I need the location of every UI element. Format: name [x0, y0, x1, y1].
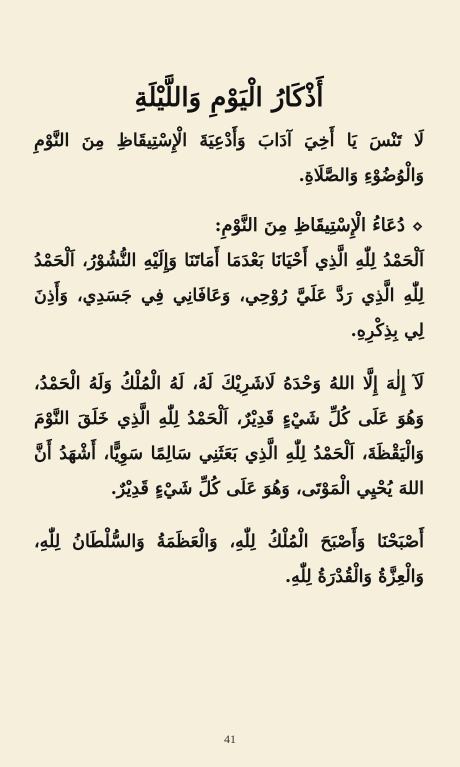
section-heading — [34, 208, 424, 244]
spacer — [34, 194, 424, 208]
page-number: 41 — [224, 732, 236, 746]
dua-paragraph-3: أَصْبَحْنَا وَأَصْبَحَ الْمُلْكُ لِلّٰهِ، وَالْعَظَمَةُ وَالسُّلْطَانُ لِلّٰهِ، وَالْعِزَّةُ وَالْقُدْرَةُ لِلّٰهِ. — [34, 532, 424, 587]
section-heading-text: دُعَاءُ الْإِسْتِيقَاظِ مِنَ النَّوْمِ: — [214, 215, 405, 236]
diamond-bullet-icon — [413, 222, 422, 231]
page-title: أَذْكَارُ الْيَوْمِ وَاللَّيْلَةِ — [134, 83, 324, 113]
dua-paragraph-2: لَآ إِلٰهَ إِلَّا اللهُ وَحْدَهُ لَاشَرِيْكَ لَهُ، لَهُ الْمُلْكُ وَلَهُ الْحَمْدُ، وَهُوَ عَلَى كُلِّ شَيْءٍ قَدِيْرٌ، اَلْحَمْدُ لِلّٰهِ الَّذِي خَلَقَ النَّوْمَ وَالْيَقْظَةَ، اَلْحَمْدُ لِلّٰهِ الَّذِي بَعَثَنِي سَالِمًا سَوِيًّا، أَشْهَدُ أَنَّ اللهَ يُحْيِي الْمَوْتَى، وَهُوَ عَلَى كُلِّ شَيْءٍ قَدِيْرٌ. — [34, 374, 424, 499]
spacer — [34, 349, 424, 367]
intro-paragraph: لَا تَنْسَ يَا أَخِيَ آدَابَ وَأَدْعِيَةَ الْإِسْتِيقَاظِ مِنَ النَّوْمِ وَالْوُضُوْءِ وَالصَّلَاةِ. — [34, 131, 424, 186]
spacer — [34, 507, 424, 525]
dua-paragraph-1: اَلْحَمْدُ لِلّٰهِ الَّذِي أَحْيَانَا بَعْدَمَا أَمَاتَنَا وَإِلَيْهِ النُّشُوْرُ، اَلْحَمْدُ لِلّٰهِ الَّذِي رَدَّ عَلَيَّ رُوْحِي، وَعَافَانِي فِي جَسَدِي، وَأَذِنَ لِي بِذِكْرِهِ. — [34, 251, 424, 341]
